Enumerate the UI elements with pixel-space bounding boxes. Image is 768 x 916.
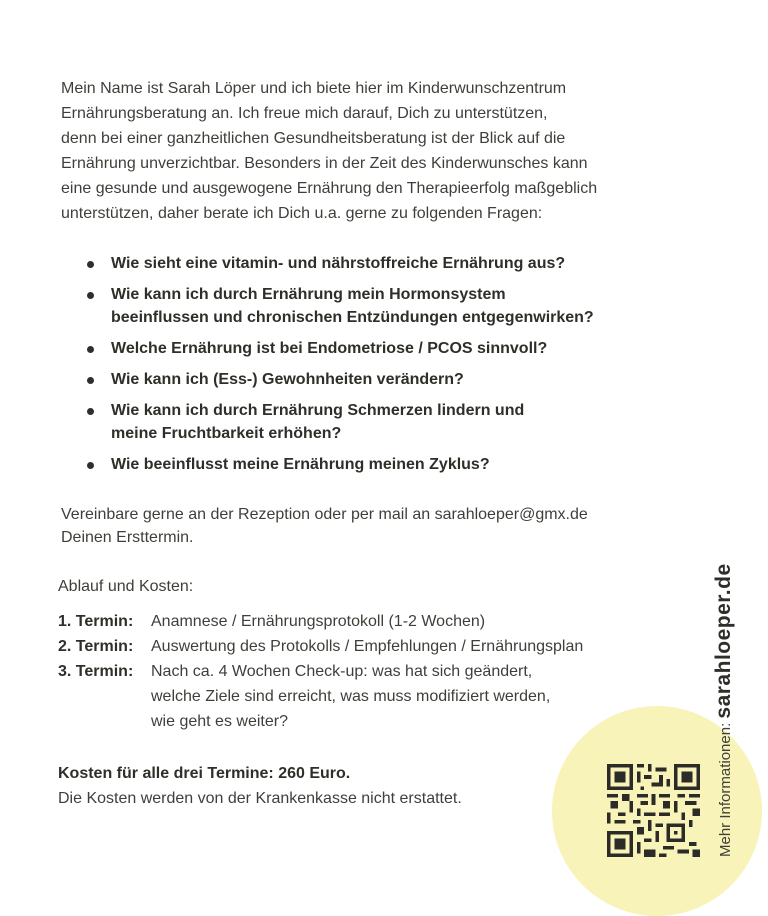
qr-code-icon[interactable] (607, 764, 700, 857)
booking-line: Deinen Ersttermin. (61, 529, 194, 546)
appointment-label: 3. Termin: (58, 663, 134, 680)
appointment-row (58, 659, 678, 734)
intro-line: Ernährungsberatung an. Ich freue mich darauf, Dich zu unterstützen, (61, 105, 548, 122)
question-line: Welche Ernährung ist bei Endometriose / PCOS sinnvoll? (111, 340, 548, 357)
intro-paragraph (61, 76, 671, 226)
appointment-text: Anamnese / Ernährungsprotokoll (1-2 Wochen) (151, 613, 486, 630)
costs-total: Kosten für alle drei Termine: 260 Euro. (58, 765, 351, 782)
booking-line: Vereinbare gerne an der Rezeption oder per mail an sarahloeper@gmx.de (61, 506, 588, 523)
question-line: Wie sieht eine vitamin- und nährstoffreiche Ernährung aus? (111, 255, 566, 272)
list-item (84, 368, 664, 391)
question-list (84, 252, 664, 484)
list-item (84, 399, 664, 445)
costs-note: Die Kosten werden von der Krankenkasse nicht erstattet. (58, 790, 462, 807)
appointment-text: wie geht es weiter? (151, 713, 288, 730)
intro-line: Ernährung unverzichtbar. Besonders in der Zeit des Kinderwunsches kann (61, 155, 588, 172)
booking-paragraph (61, 503, 681, 549)
contact-label: Mehr Informationen: (717, 722, 734, 857)
list-item (84, 453, 664, 476)
appointment-row (58, 634, 678, 659)
appointment-text: welche Ziele sind erreicht, was muss modifiziert werden, (151, 688, 551, 705)
intro-line: unterstützen, daher berate ich Dich u.a. gerne zu folgenden Fragen: (61, 205, 543, 222)
intro-line: eine gesunde und ausgewogene Ernährung den Therapieerfolg maßgeblich (61, 180, 598, 197)
appointment-text: Nach ca. 4 Wochen Check-up: was hat sich geändert, (151, 663, 533, 680)
list-item (84, 252, 664, 275)
intro-line: denn bei einer ganzheitlichen Gesundheitsberatung ist der Blick auf die (61, 130, 566, 147)
question-line: Wie kann ich durch Ernährung Schmerzen lindern und (111, 402, 525, 419)
question-line: beeinflussen und chronischen Entzündungen entgegenwirken? (111, 309, 594, 326)
appointment-row (58, 609, 678, 634)
contact-vertical-text (712, 563, 738, 857)
website-link[interactable]: sarahloeper.de (712, 563, 735, 719)
question-line: Wie kann ich (Ess-) Gewohnheiten verändern? (111, 371, 464, 388)
schedule-heading: Ablauf und Kosten: (58, 578, 194, 595)
costs-block (58, 761, 618, 811)
appointment-label: 2. Termin: (58, 638, 134, 655)
question-line: Wie kann ich durch Ernährung mein Hormonsystem (111, 286, 506, 303)
schedule-list (58, 609, 678, 734)
question-line: meine Fruchtbarkeit erhöhen? (111, 425, 342, 442)
list-item (84, 283, 664, 329)
intro-line: Mein Name ist Sarah Löper und ich biete hier im Kinderwunschzentrum (61, 80, 567, 97)
appointment-label: 1. Termin: (58, 613, 134, 630)
appointment-text: Auswertung des Protokolls / Empfehlungen / Ernährungsplan (151, 638, 584, 655)
list-item (84, 337, 664, 360)
question-line: Wie beeinflusst meine Ernährung meinen Zyklus? (111, 456, 490, 473)
